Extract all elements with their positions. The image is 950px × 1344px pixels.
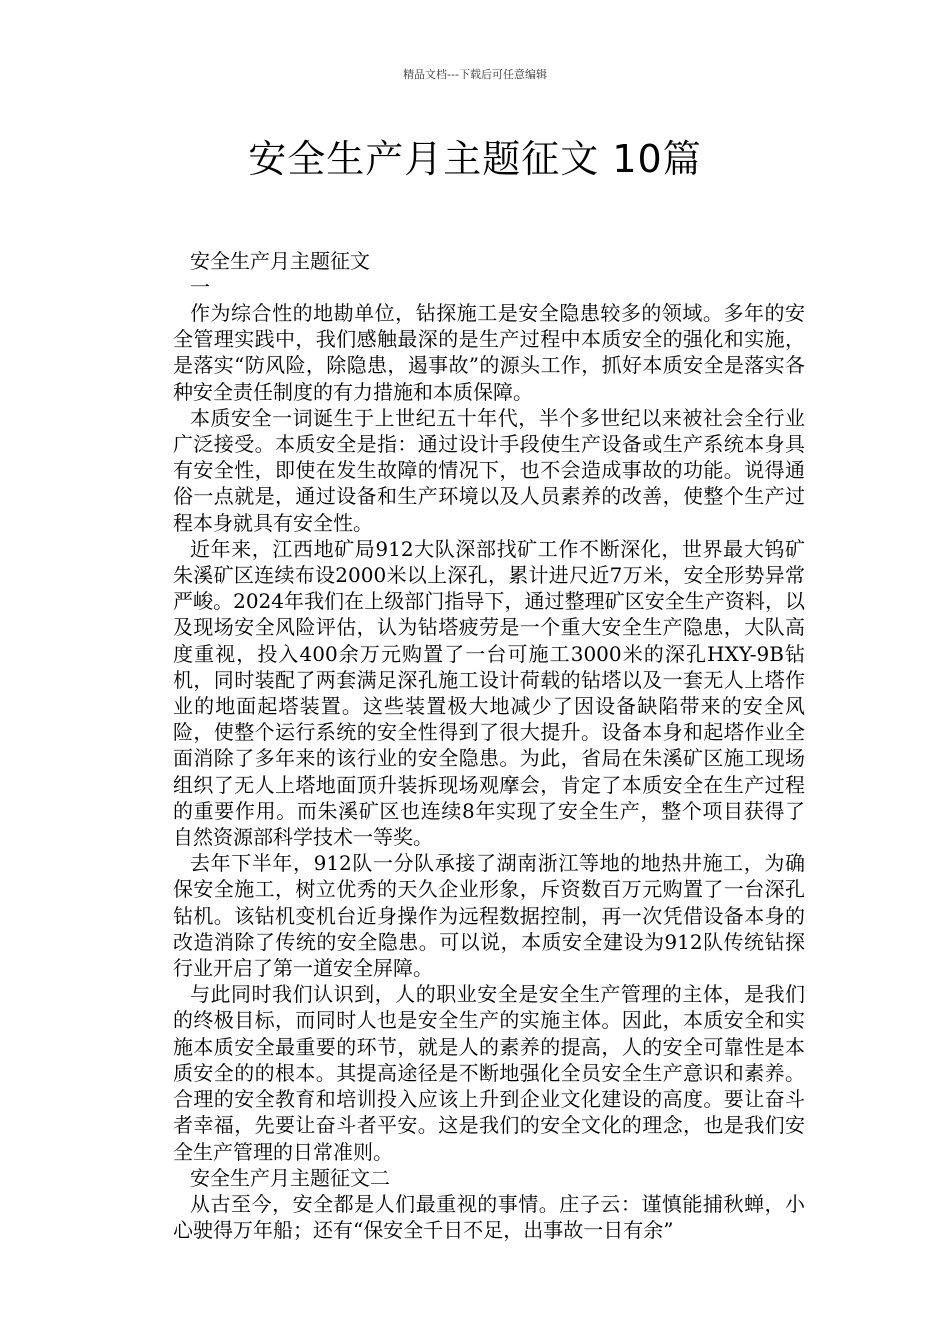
- paragraph: 本质安全一词诞生于上世纪五十年代，半个多世纪以来被社会全行业广泛接受。本质安全是指：通过设计手段使生产设备或生产系统本身具有安全性，即使在发生故障的情况下，也不会造成事故的功能。说得通俗一点就是，通过设备和生产环境以及人员素养的改善，使整个生产过程本身就具有安全性。: [173, 405, 805, 535]
- document-title: 安全生产月主题征文 10篇: [248, 137, 702, 181]
- document-body: [173, 248, 805, 1243]
- paragraph: 去年下半年，912队一分队承接了湖南浙江等地的地热井施工，为确保安全施工，树立优秀的天久企业形象，斥资数百万元购置了一台深孔钻机。该钻机变机台近身操作为远程数据控制，再一次凭借设备本身的改造消除了传统的安全隐患。可以说，本质安全建设为912队传统钻探行业开启了第一道安全屏障。: [173, 851, 805, 981]
- paragraph: 与此同时我们认识到，人的职业安全是安全生产管理的主体，是我们的终极目标，而同时人也是安全生产的实施主体。因此，本质安全和实施本质安全最重要的环节，就是人的素养的提高，人的安全可靠性是本质安全的的根本。其提高途径是不断地强化全员安全生产意识和素养。合理的安全教育和培训投入应该上升到企业文化建设的高度。要让奋斗者幸福，先要让奋斗者平安。这是我们的安全文化的理念，也是我们安全生产管理的日常准则。: [173, 982, 805, 1164]
- section-heading-1-text: 安全生产月主题征文: [190, 249, 370, 273]
- header-note: 精品文档---下载后可任意编辑: [403, 68, 547, 81]
- section-heading-2: 安全生产月主题征文二: [190, 1165, 390, 1190]
- section-heading-1: [173, 248, 805, 300]
- paragraph: 从古至今，安全都是人们最重视的事情。庄子云：谨慎能捕秋蝉，小心驶得万年船；还有“保安全千日不足，出事故一日有余”: [173, 1191, 805, 1242]
- section-heading-1-suffix: 一: [190, 275, 210, 299]
- paragraph: 近年来，江西地矿局912大队深部找矿工作不断深化，世界最大钨矿朱溪矿区连续布设2000米以上深孔，累计进尺近7万米，安全形势异常严峻。2024年我们在上级部门指导下，通过整理矿区安全生产资料，以及现场安全风险评估，认为钻塔疲劳是一个重大安全生产隐患，大队高度重视，投入400余万元购置了一台可施工3000米的深孔HXY-9B钻机，同时装配了两套满足深孔施工设计荷载的钻塔以及一套无人上塔作业的地面起塔装置。这些装置极大地减少了因设备缺陷带来的安全风险，使整个运行系统的安全性得到了很大提升。设备本身和起塔作业全面消除了多年来的该行业的安全隐患。为此，省局在朱溪矿区施工现场组织了无人上塔地面顶升装拆现场观摩会，肯定了本质安全在生产过程的重要作用。而朱溪矿区也连续8年实现了安全生产，整个项目获得了自然资源部科学技术一等奖。: [173, 536, 805, 850]
- paragraph: 作为综合性的地勘单位，钻探施工是安全隐患较多的领域。多年的安全管理实践中，我们感触最深的是生产过程中本质安全的强化和实施，是落实“防风险，除隐患，遏事故”的源头工作，抓好本质安全是落实各种安全责任制度的有力措施和本质保障。: [173, 301, 805, 404]
